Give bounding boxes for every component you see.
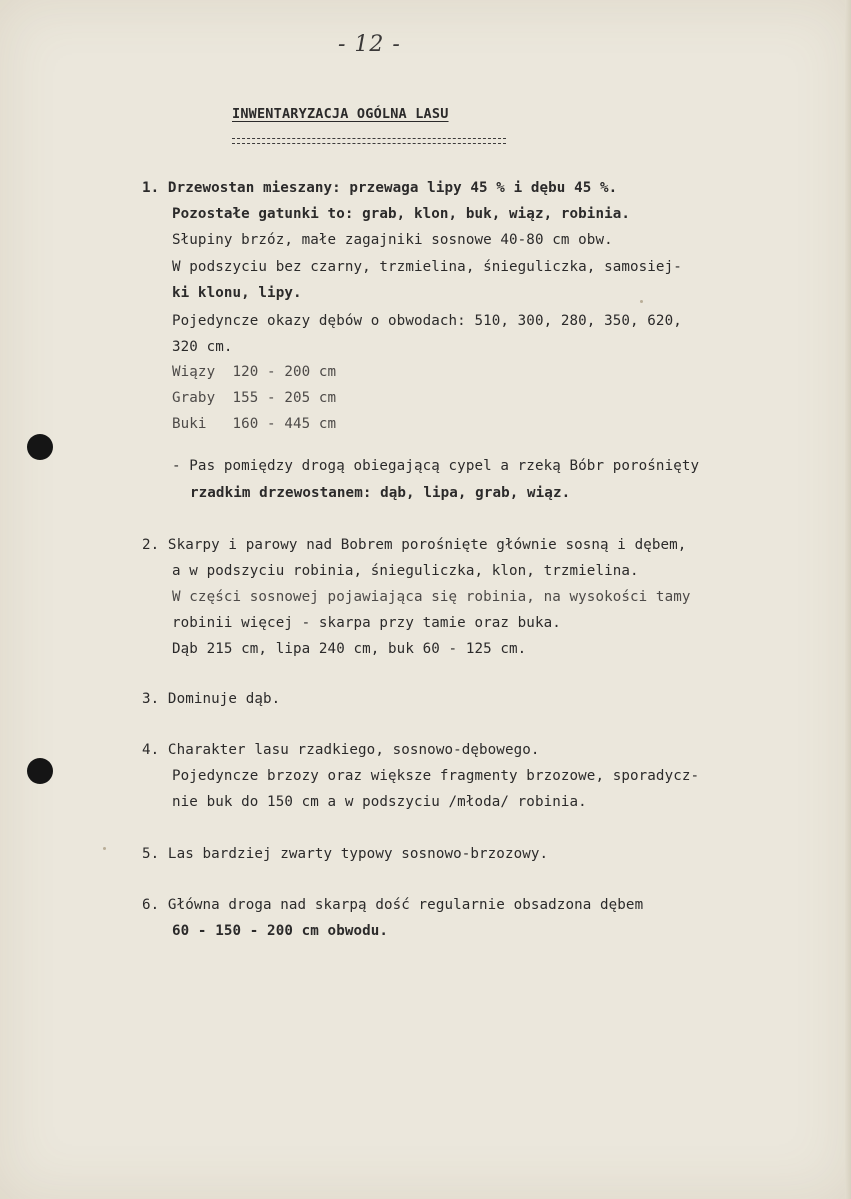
section-2-line-2: a w podszyciu robinia, śnieguliczka, klon, trzmielina. [172,563,639,579]
punch-hole-top [27,434,53,460]
section-6-line-1: 6. Główna droga nad skarpą dość regularnie obsadzona dębem [142,897,644,913]
paper-speck [640,300,643,303]
title-double-rule [232,138,506,144]
section-1-line-3: Słupiny brzóz, małe zagajniki sosnowe 40-80 cm obw. [172,232,613,248]
page-title: INWENTARYZACJA OGÓLNA LASU [232,106,449,122]
punch-hole-bottom [27,758,53,784]
section-1-line-7: 320 cm. [172,339,233,355]
section-1-line-10: Buki 160 - 445 cm [172,416,337,432]
section-1-line-2: Pozostałe gatunki to: grab, klon, buk, wiąz, robinia. [172,206,631,222]
section-1-line-8: Wiązy 120 - 200 cm [172,364,337,380]
section-3-line-1: 3. Dominuje dąb. [142,691,281,707]
section-1-line-12: rzadkim drzewostanem: dąb, lipa, grab, wiąz. [190,485,571,501]
section-2-line-3: W części sosnowej pojawiająca się robinia, na wysokości tamy [172,589,691,605]
section-1-line-1: 1. Drzewostan mieszany: przewaga lipy 45 % i dębu 45 %. [142,180,618,196]
paper-edge [845,0,851,1199]
section-1-line-11: - Pas pomiędzy drogą obiegającą cypel a rzeką Bóbr porośnięty [172,458,700,474]
page-number: - 12 - [338,32,401,57]
section-1-line-5: ki klonu, lipy. [172,285,302,301]
section-2-line-1: 2. Skarpy i parowy nad Bobrem porośnięte głównie sosną i dębem, [142,537,687,553]
paper-speck [103,847,106,850]
section-2-line-5: Dąb 215 cm, lipa 240 cm, buk 60 - 125 cm. [172,641,527,657]
section-4-line-2: Pojedyncze brzozy oraz większe fragmenty brzozowe, sporadycz- [172,768,700,784]
section-2-line-4: robinii więcej - skarpa przy tamie oraz buka. [172,615,561,631]
section-4-line-3: nie buk do 150 cm a w podszyciu /młoda/ robinia. [172,794,587,810]
section-1-line-4: W podszyciu bez czarny, trzmielina, śnieguliczka, samosiej- [172,259,682,275]
section-1-line-6: Pojedyncze okazy dębów o obwodach: 510, 300, 280, 350, 620, [172,313,682,329]
section-5-line-1: 5. Las bardziej zwarty typowy sosnowo-brzozowy. [142,846,549,862]
section-4-line-1: 4. Charakter lasu rzadkiego, sosnowo-dębowego. [142,742,540,758]
section-1-line-9: Graby 155 - 205 cm [172,390,337,406]
section-6-line-2: 60 - 150 - 200 cm obwodu. [172,923,389,939]
